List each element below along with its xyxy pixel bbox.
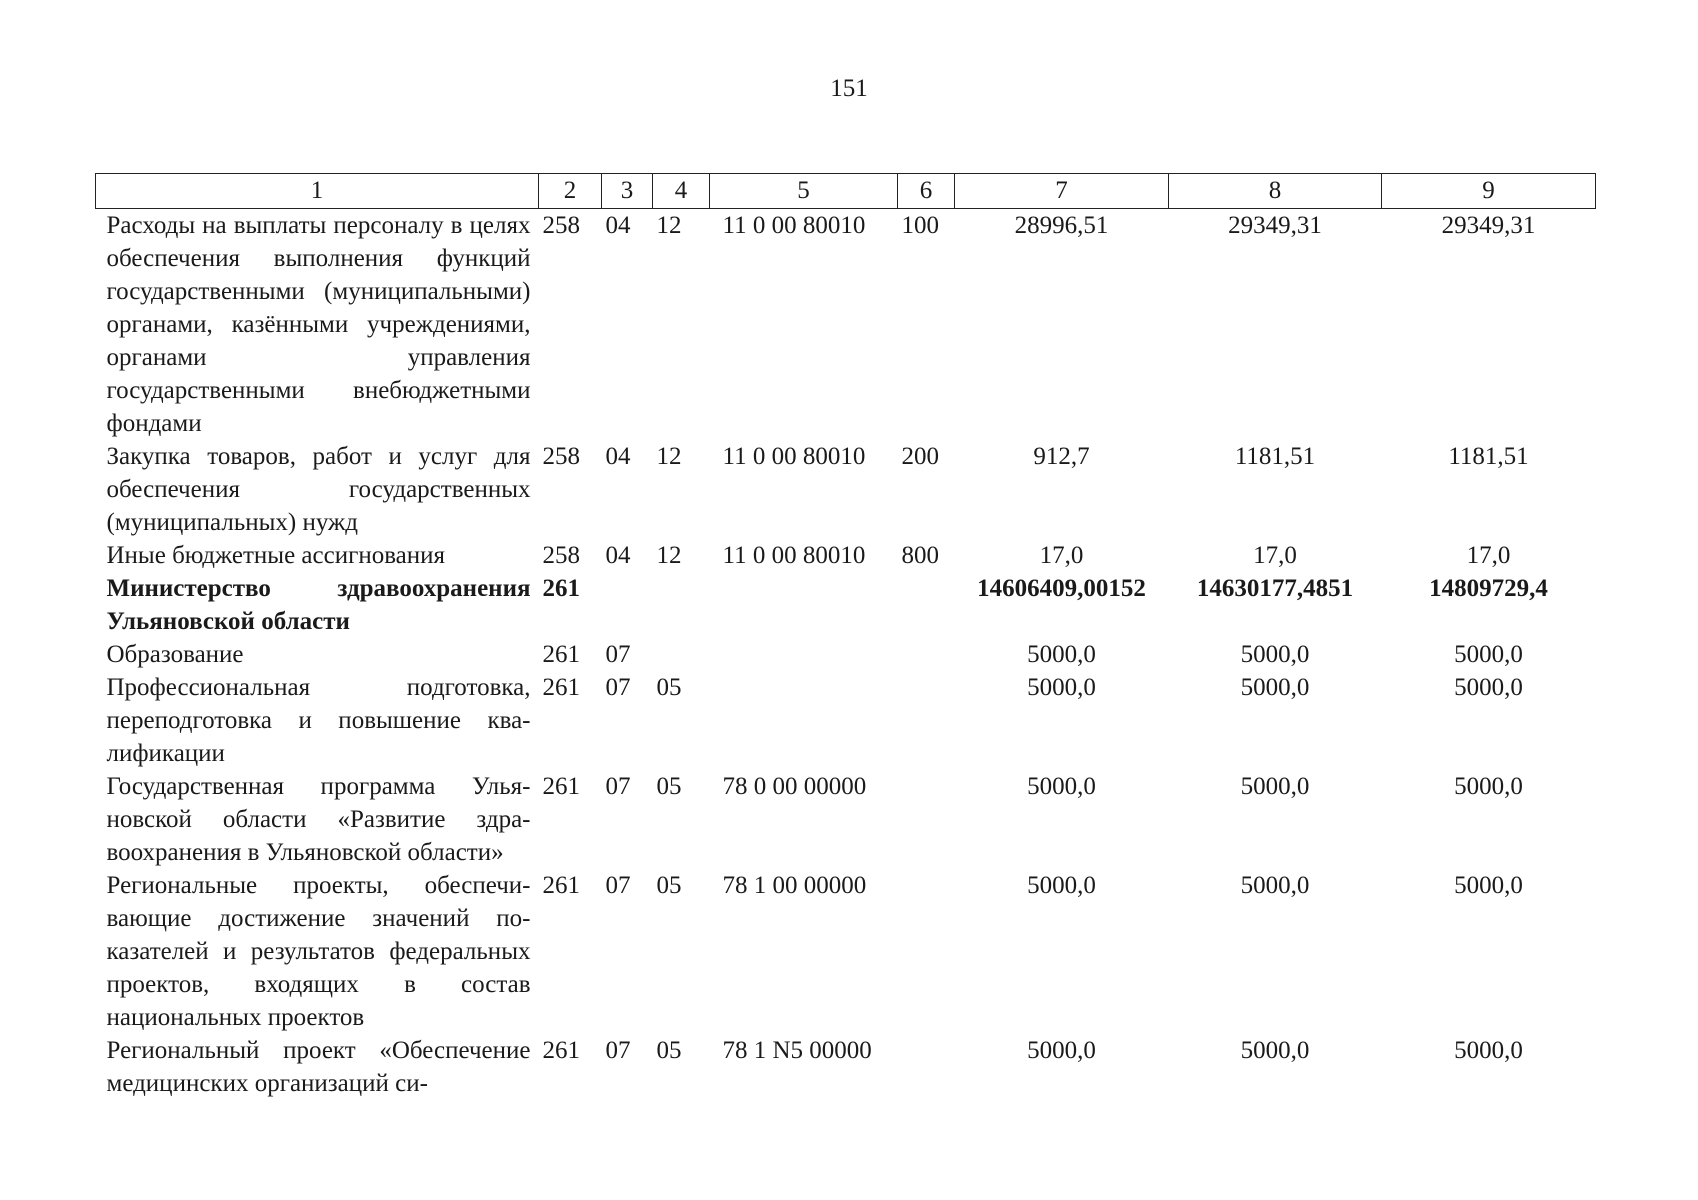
table-header xyxy=(96,174,1596,209)
row-amount-col7: 5000,0 xyxy=(1027,641,1096,668)
row-ministry-code: 261 xyxy=(542,575,580,602)
row-name: Расходы на выплаты персоналу в целях обеспечения выполнения функций государственными (муниципальными) органами, казёнными учреждениями, органами управления государственными внебюджетными фондами xyxy=(106,212,531,437)
table-row xyxy=(96,638,1596,671)
header-cell-2: 2 xyxy=(539,174,602,209)
row-amount-col7: 5000,0 xyxy=(1027,1037,1096,1064)
row-section-code: 07 xyxy=(605,641,631,668)
header-cell-1: 1 xyxy=(96,174,539,209)
row-expense-type-code: 100 xyxy=(901,212,939,239)
row-amount-col8: 17,0 xyxy=(1253,542,1297,569)
table-row xyxy=(96,572,1596,638)
row-subsection-code: 12 xyxy=(656,542,682,569)
row-amount-col7: 5000,0 xyxy=(1027,674,1096,701)
row-amount-col8: 14630177,4851 xyxy=(1196,575,1354,602)
row-ministry-code: 261 xyxy=(542,1037,580,1064)
table-row xyxy=(96,869,1596,1034)
row-section-code: 07 xyxy=(605,872,631,899)
row-amount-col9: 5000,0 xyxy=(1454,1037,1523,1064)
row-expense-type-code xyxy=(898,638,955,671)
row-subsection-code: 05 xyxy=(656,1037,682,1064)
row-section-code: 04 xyxy=(605,443,631,470)
row-section-code: 04 xyxy=(605,212,631,239)
row-subsection-code: 12 xyxy=(656,443,682,470)
row-section-code: 07 xyxy=(605,674,631,701)
table-row xyxy=(96,209,1596,441)
row-expense-type-code xyxy=(898,770,955,869)
row-section-code xyxy=(602,572,653,638)
row-amount-col9: 29349,31 xyxy=(1441,212,1536,239)
row-amount-col8: 1181,51 xyxy=(1234,443,1316,470)
row-amount-col8: 5000,0 xyxy=(1240,1037,1310,1064)
header-cell-8: 8 xyxy=(1169,174,1382,209)
row-name: Региональные проекты, обеспечивающие достижение значений показателей и результатов федеральных проектов, входящих в состав национальных проектов xyxy=(106,872,531,1031)
row-ministry-code: 258 xyxy=(542,443,580,470)
header-cell-4: 4 xyxy=(653,174,710,209)
row-ministry-code: 261 xyxy=(542,872,580,899)
row-name: Иные бюджетные ассигнования xyxy=(106,542,446,569)
row-expense-type-code: 800 xyxy=(901,542,939,569)
row-ministry-code: 261 xyxy=(542,641,580,668)
row-target-code: 78 1 00 00000 xyxy=(722,872,867,899)
row-expense-type-code: 200 xyxy=(901,443,939,470)
table-row xyxy=(96,671,1596,770)
row-subsection-code xyxy=(653,572,710,638)
table-row xyxy=(96,440,1596,539)
row-expense-type-code xyxy=(898,1034,955,1100)
row-amount-col9: 5000,0 xyxy=(1454,773,1523,800)
row-subsection-code: 12 xyxy=(656,212,682,239)
row-name: Профессиональная подготовка, переподготовка и повышение квалификации xyxy=(106,674,531,767)
row-subsection-code: 05 xyxy=(656,872,682,899)
row-target-code: 11 0 00 80010 xyxy=(722,212,866,239)
header-row xyxy=(96,174,1596,209)
row-expense-type-code xyxy=(898,671,955,770)
row-amount-col7: 5000,0 xyxy=(1027,773,1096,800)
row-section-code: 04 xyxy=(605,542,631,569)
row-ministry-code: 258 xyxy=(542,212,580,239)
row-target-code: 78 0 00 00000 xyxy=(722,773,867,800)
row-amount-col8: 29349,31 xyxy=(1228,212,1322,239)
row-name: Региональный проект «Обеспечение медицинских организаций си- xyxy=(106,1037,531,1097)
row-amount-col7: 5000,0 xyxy=(1027,872,1096,899)
row-section-code: 07 xyxy=(605,1037,631,1064)
table-row xyxy=(96,770,1596,869)
table-body xyxy=(96,209,1596,1101)
header-cell-9: 9 xyxy=(1382,174,1596,209)
row-ministry-code: 261 xyxy=(542,674,580,701)
row-ministry-code: 258 xyxy=(542,542,580,569)
row-subsection-code: 05 xyxy=(656,674,682,701)
row-expense-type-code xyxy=(898,869,955,1034)
row-target-code xyxy=(710,671,898,770)
row-name: Министерство здравоохранения Ульяновской области xyxy=(106,575,531,635)
row-amount-col9: 14809729,4 xyxy=(1429,575,1548,602)
row-target-code xyxy=(710,572,898,638)
row-amount-col8: 5000,0 xyxy=(1240,674,1310,701)
header-cell-7: 7 xyxy=(955,174,1169,209)
page-number: 151 xyxy=(830,75,868,102)
header-cell-3: 3 xyxy=(602,174,653,209)
budget-table xyxy=(95,173,1596,1100)
row-amount-col9: 5000,0 xyxy=(1454,674,1523,701)
row-expense-type-code xyxy=(898,572,955,638)
row-amount-col8: 5000,0 xyxy=(1240,872,1310,899)
row-amount-col9: 17,0 xyxy=(1466,542,1511,569)
row-name: Образование xyxy=(106,641,244,668)
row-amount-col7: 912,7 xyxy=(1033,443,1090,470)
table-row xyxy=(96,1034,1596,1100)
row-amount-col8: 5000,0 xyxy=(1240,641,1310,668)
row-amount-col7: 17,0 xyxy=(1039,542,1084,569)
row-amount-col9: 1181,51 xyxy=(1448,443,1529,470)
row-target-code: 11 0 00 80010 xyxy=(722,443,866,470)
row-subsection-code: 05 xyxy=(656,773,682,800)
row-amount-col7: 28996,51 xyxy=(1014,212,1109,239)
row-amount-col9: 5000,0 xyxy=(1454,641,1523,668)
header-cell-6: 6 xyxy=(898,174,955,209)
row-section-code: 07 xyxy=(605,773,631,800)
header-cell-5: 5 xyxy=(710,174,898,209)
row-amount-col8: 5000,0 xyxy=(1240,773,1310,800)
row-subsection-code xyxy=(653,638,710,671)
row-name: Закупка товаров, работ и услуг для обеспечения государственных (муниципальных) нужд xyxy=(106,443,531,536)
row-target-code xyxy=(710,638,898,671)
row-target-code: 11 0 00 80010 xyxy=(722,542,866,569)
row-amount-col9: 5000,0 xyxy=(1454,872,1523,899)
row-ministry-code: 261 xyxy=(542,773,580,800)
row-name: Государственная программа Ульяновской области «Развитие здравоохранения в Ульяновской области» xyxy=(106,773,531,866)
table-row xyxy=(96,539,1596,572)
row-target-code: 78 1 N5 00000 xyxy=(722,1037,872,1064)
row-amount-col7: 14606409,00152 xyxy=(977,575,1146,602)
